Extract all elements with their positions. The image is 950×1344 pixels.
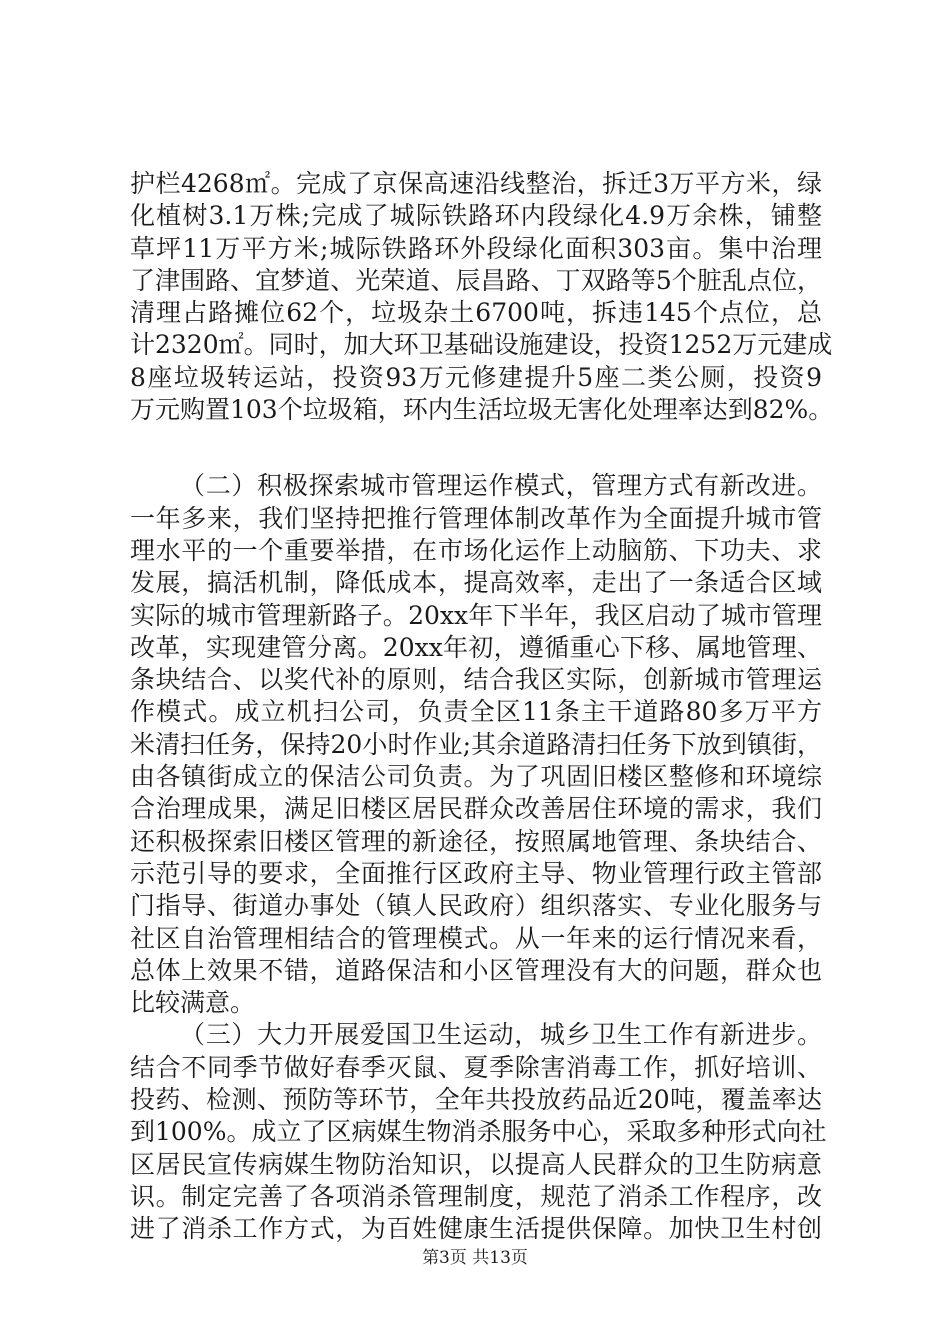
text-line: 社区自治管理相结合的管理模式。从一年来的运行情况来看， bbox=[130, 923, 822, 953]
text-line: 作模式。成立机扫公司，负责全区11条主干道路80多万平方 bbox=[130, 697, 822, 727]
text-line: 区居民宣传病媒生物防治知识，以提高人民群众的卫生防病意 bbox=[130, 1149, 822, 1179]
text-line: 草坪11万平方米;城际铁路环外段绿化面积303亩。集中治理 bbox=[130, 233, 822, 263]
text-line: 化植树3.1万株;完成了城际铁路环内段绿化4.9万余株，铺整 bbox=[130, 201, 822, 231]
text-line: 投药、检测、预防等环节，全年共投放药品近20吨，覆盖率达 bbox=[130, 1085, 822, 1115]
text-line: 进了消杀工作方式，为百姓健康生活提供保障。加快卫生村创 bbox=[130, 1214, 822, 1244]
text-line: 实际的城市管理新路子。20xx年下半年，我区启动了城市管理 bbox=[130, 600, 822, 630]
text-line: 计2320㎡。同时，加大环卫基础设施建设，投资1252万元建成 bbox=[130, 330, 833, 360]
text-line: 结合不同季节做好春季灭鼠、夏季除害消毒工作，抓好培训、 bbox=[130, 1052, 822, 1082]
text-line: 清理占路摊位62个，垃圾杂土6700吨，拆违145个点位，总 bbox=[130, 298, 822, 328]
paragraph-spacer bbox=[130, 426, 822, 470]
text-line: 总体上效果不错，道路保洁和小区管理没有大的问题，群众也 bbox=[130, 955, 822, 985]
document-body bbox=[130, 168, 834, 1246]
page-number-footer: 第3页 共13页 bbox=[422, 1248, 528, 1268]
text-line: 由各镇街成立的保洁公司负责。为了巩固旧楼区整修和环境综 bbox=[130, 762, 822, 792]
text-line: 护栏4268㎡。完成了京保高速沿线整治，拆迁3万平方米，绿 bbox=[130, 169, 822, 198]
text-line: 米清扫任务，保持20小时作业;其余道路清扫任务下放到镇街， bbox=[130, 729, 822, 759]
text-line: （三）大力开展爱国卫生运动，城乡卫生工作有新进步。 bbox=[180, 1020, 822, 1050]
text-line: 改革，实现建管分离。20xx年初，遵循重心下移、属地管理、 bbox=[130, 632, 822, 662]
text-line: 万元购置103个垃圾箱，环内生活垃圾无害化处理率达到82%。 bbox=[130, 395, 834, 425]
text-line: 示范引导的要求，全面推行区政府主导、物业管理行政主管部 bbox=[130, 858, 822, 888]
text-line: （二）积极探索城市管理运作模式，管理方式有新改进。 bbox=[180, 471, 822, 501]
text-line: 发展，搞活机制，降低成本，提高效率，走出了一条适合区域 bbox=[130, 568, 822, 598]
text-line: 合治理成果，满足旧楼区居民群众改善居住环境的需求，我们 bbox=[130, 794, 822, 824]
paragraph-2 bbox=[130, 470, 822, 1019]
text-line: 还积极探索旧楼区管理的新途径，按照属地管理、条块结合、 bbox=[130, 826, 822, 856]
text-line: 识。制定完善了各项消杀管理制度，规范了消杀工作程序，改 bbox=[130, 1181, 822, 1211]
paragraph-1 bbox=[130, 168, 834, 426]
text-line: 8座垃圾转运站，投资93万元修建提升5座二类公厕，投资9 bbox=[130, 362, 822, 392]
text-line: 了津围路、宜梦道、光荣道、辰昌路、丁双路等5个脏乱点位， bbox=[130, 265, 822, 295]
text-line: 一年多来，我们坚持把推行管理体制改革作为全面提升城市管 bbox=[130, 503, 822, 533]
text-line: 条块结合、以奖代补的原则，结合我区实际，创新城市管理运 bbox=[130, 665, 822, 695]
text-line: 到100%。成立了区病媒生物消杀服务中心，采取多种形式向社 bbox=[130, 1117, 827, 1147]
paragraph-3 bbox=[130, 1019, 827, 1245]
text-line: 比较满意。 bbox=[130, 988, 256, 1018]
text-line: 门指导、街道办事处（镇人民政府）组织落实、专业化服务与 bbox=[130, 891, 822, 921]
text-line: 理水平的一个重要举措，在市场化运作上动脑筋、下功夫、求 bbox=[130, 535, 822, 565]
